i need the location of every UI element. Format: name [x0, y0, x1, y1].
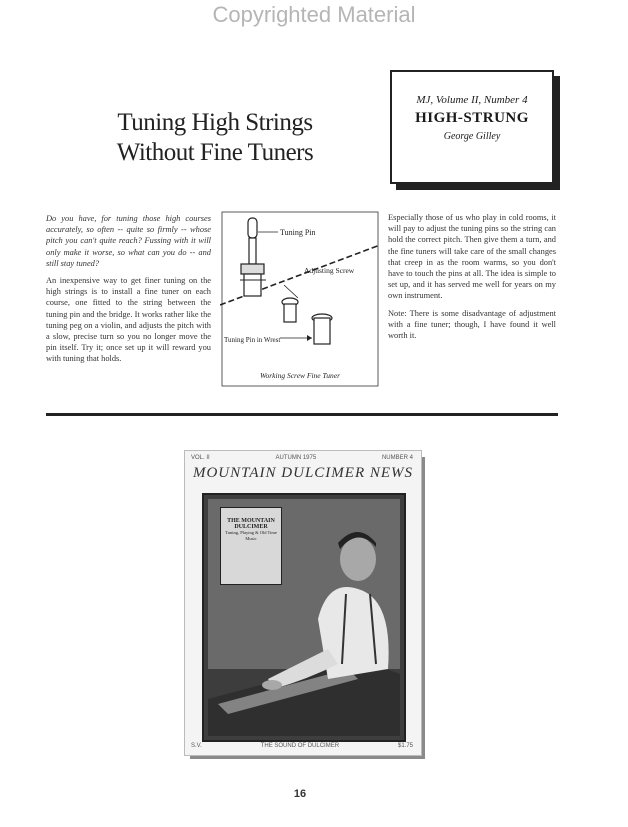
- article-title-line-2: Without Fine Tuners: [116, 139, 314, 166]
- article-bottom-rule: [46, 413, 558, 416]
- cover-bottom-center: THE SOUND OF DULCIMER: [260, 743, 340, 749]
- page-number: 16: [293, 788, 307, 800]
- article-right-paragraph-2: Note: There is some disadvantage of adjustment with a fine tuner; though, I have found it well worth it.: [388, 308, 556, 341]
- cover-photo: [208, 499, 400, 736]
- article-lead-paragraph: Do you have, for tuning those high courses accurately, so often -- quite so firmly -- whose pitch you can't quite reach? Fussing with it will only make it worse, so what can you do -- and still stay tuned?: [46, 214, 211, 268]
- article-column-left: [46, 213, 211, 409]
- cover-bottom-left: S.V.: [191, 743, 202, 749]
- cover-inset-text: Tuning, Playing & Old Time Music: [225, 530, 277, 541]
- cover-inset-label: [220, 507, 282, 585]
- fine-tuner-illustration: [220, 210, 380, 390]
- article-body-paragraph: An inexpensive way to get finer tuning on the high strings is to install a fine tuner on each course, one fitted to the string between the tuning pin and the bridge. It works rather like the tuning peg on a violin, and adjusts the pitch with a slow, precise turn so you no longer move the pin itself. Try it; once set up it will reward you with tuning that holds.: [46, 276, 211, 364]
- series-volume: MJ, Volume II, Number 4: [416, 94, 528, 106]
- copyright-watermark: Copyrighted Material: [212, 2, 416, 27]
- series-author: George Gilley: [443, 131, 501, 142]
- cover-inset-title: THE MOUNTAIN DULCIMER: [227, 518, 275, 530]
- article-title: [95, 108, 335, 168]
- article-right-paragraph-1: Especially those of us who play in cold rooms, it will pay to adjust the tuning pins so the string can hold the correct pitch. Then give them a turn, and the fine tuners will take care of the small changes that creep in as the room warms, so you don't have to touch the pins at all. The idea is simple to set up, and it has served me well for years on my own instrument.: [388, 213, 556, 301]
- cover-top-line: [191, 455, 413, 461]
- cover-volume: VOL. II: [191, 455, 210, 461]
- cover-photo-frame: [202, 493, 406, 742]
- diagram-label-tuning-pin-in-wrest: Tuning Pin in Wrest: [224, 336, 281, 344]
- cover-number: NUMBER 4: [381, 455, 413, 461]
- cover-bottom-line: [191, 743, 413, 749]
- fine-tuner-diagram: [220, 210, 380, 390]
- series-info-box: [390, 70, 554, 184]
- cover-magazine-title: MOUNTAIN DULCIMER NEWS: [192, 465, 414, 481]
- series-heading: HIGH-STRUNG: [415, 110, 529, 126]
- diagram-caption: Working Screw Fine Tuner: [259, 371, 341, 380]
- article-title-line-1: Tuning High Strings: [117, 109, 313, 136]
- magazine-cover: [184, 450, 422, 756]
- cover-price: $1.75: [397, 743, 413, 749]
- article-column-right: [388, 212, 556, 410]
- diagram-label-tuning-pin: Tuning Pin: [280, 228, 316, 237]
- cover-date: AUTUMN 1975: [275, 455, 317, 461]
- diagram-label-adjusting-screw: Adjusting Screw: [304, 266, 355, 275]
